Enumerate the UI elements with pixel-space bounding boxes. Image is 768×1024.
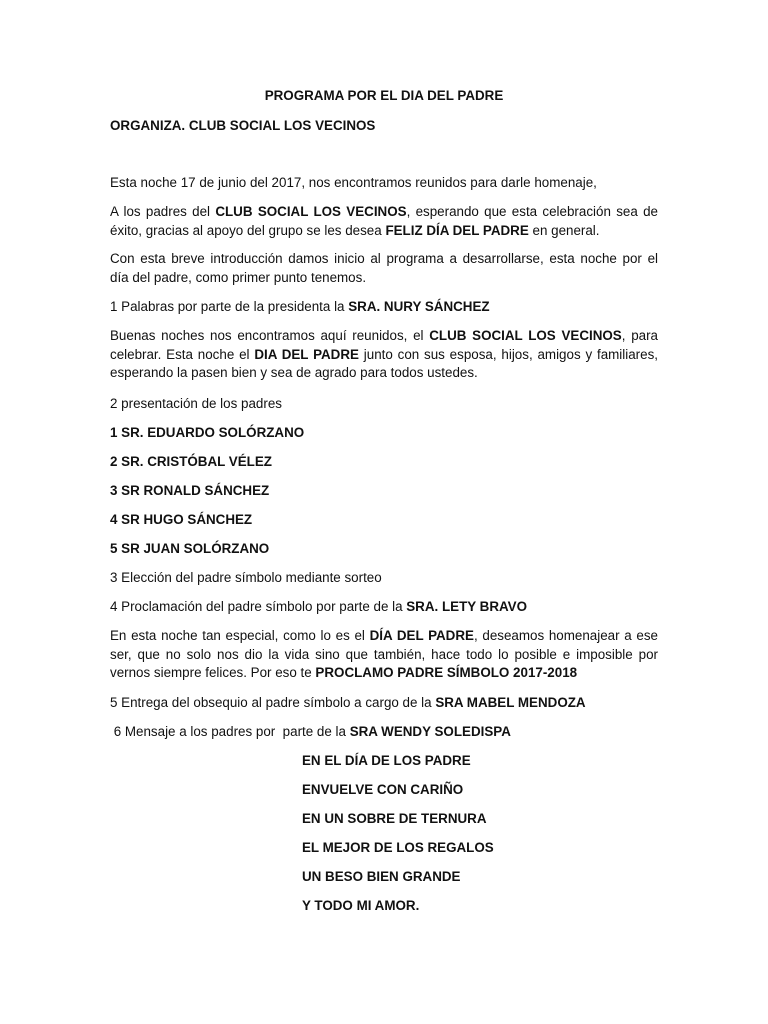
poem-line: EN EL DÍA DE LOS PADRE: [302, 753, 471, 768]
text-run: En esta noche tan especial, como lo es el: [110, 628, 370, 643]
poem-line: Y TODO MI AMOR.: [302, 898, 420, 913]
speaker-name: SRA MABEL MENDOZA: [435, 695, 586, 710]
text-row: día del padre, como primer punto tenemos.: [110, 269, 367, 285]
program-item-6: [110, 723, 658, 742]
text-run: éxito, gracias al apoyo del grupo se les desea: [110, 222, 386, 238]
text-run: Buenas noches nos encontramos aquí reunidos, el: [110, 328, 430, 343]
program-item-3: 3 Elección del padre símbolo mediante sorteo: [110, 570, 382, 585]
paragraph-intro-program: [110, 250, 658, 287]
text-run: , deseamos homenajear a ese: [473, 628, 658, 643]
program-item-4: [110, 598, 658, 617]
proclamation-bold: PROCLAMO PADRE SÍMBOLO 2017-2018: [315, 665, 578, 680]
poem-line: UN BESO BIEN GRANDE: [302, 869, 461, 884]
text-run: 4 Proclamación del padre símbolo por parte de la: [110, 599, 407, 614]
text-run: celebrar. Esta noche el: [110, 346, 255, 362]
text-run: junto con sus esposa, hijos, amigos y familiares,: [358, 346, 658, 362]
text-run: , esperando que esta celebración sea de: [406, 204, 658, 219]
intro-paragraph: Esta noche 17 de junio del 2017, nos encontramos reunidos para darle homenaje,: [110, 175, 597, 190]
poem-line: EN UN SOBRE DE TERNURA: [302, 811, 487, 826]
event-name: DÍA DEL PADRE: [369, 628, 474, 643]
program-item-2: 2 presentación de los padres: [110, 396, 282, 411]
event-name: DIA DEL PADRE: [254, 346, 359, 362]
text-run: 5 Entrega del obsequio al padre símbolo a cargo de la: [110, 695, 436, 710]
text-run: , para: [621, 328, 658, 343]
program-item-1: [110, 298, 658, 317]
speaker-name: SRA WENDY SOLEDISPA: [349, 724, 511, 739]
paragraph-proclamation: [110, 627, 658, 683]
club-name: CLUB SOCIAL LOS VECINOS: [429, 328, 622, 343]
text-row: Con esta breve introducción damos inicio al programa a desarrollarse, esta noche por el: [110, 251, 658, 266]
father-name: 2 SR. CRISTÓBAL VÉLEZ: [110, 454, 272, 469]
text-run: A los padres del: [110, 204, 216, 219]
paragraph-welcome: [110, 203, 658, 240]
paragraph-speech: [110, 327, 658, 383]
poem-line: ENVUELVE CON CARIÑO: [302, 782, 464, 797]
father-name: 3 SR RONALD SÁNCHEZ: [110, 483, 270, 498]
club-name: CLUB SOCIAL LOS VECINOS: [215, 204, 407, 219]
text-row: esperando la pasen bien y sea de agrado para todos ustedes.: [110, 365, 478, 380]
program-item-5: [110, 694, 658, 713]
text-run: 6 Mensaje a los padres por parte de la: [110, 724, 350, 739]
text-run: 1 Palabras por parte de la presidenta la: [110, 299, 349, 314]
father-name: 5 SR JUAN SOLÓRZANO: [110, 541, 270, 556]
text-row: ser, que no solo nos dio la vida sino que también, hace todo lo posible e imposible por: [110, 646, 658, 662]
father-name: 4 SR HUGO SÁNCHEZ: [110, 512, 253, 527]
speaker-name: SRA. NURY SÁNCHEZ: [348, 299, 490, 314]
document-title: PROGRAMA POR EL DIA DEL PADRE: [264, 88, 504, 103]
organizer-line: ORGANIZA. CLUB SOCIAL LOS VECINOS: [110, 118, 376, 133]
greeting-bold: FELIZ DÍA DEL PADRE: [385, 222, 529, 238]
poem-line: EL MEJOR DE LOS REGALOS: [302, 840, 494, 855]
father-name: 1 SR. EDUARDO SOLÓRZANO: [110, 425, 305, 440]
text-run: vernos siempre felices. Por eso te: [110, 665, 316, 680]
speaker-name: SRA. LETY BRAVO: [406, 599, 528, 614]
text-run: en general.: [528, 222, 600, 238]
